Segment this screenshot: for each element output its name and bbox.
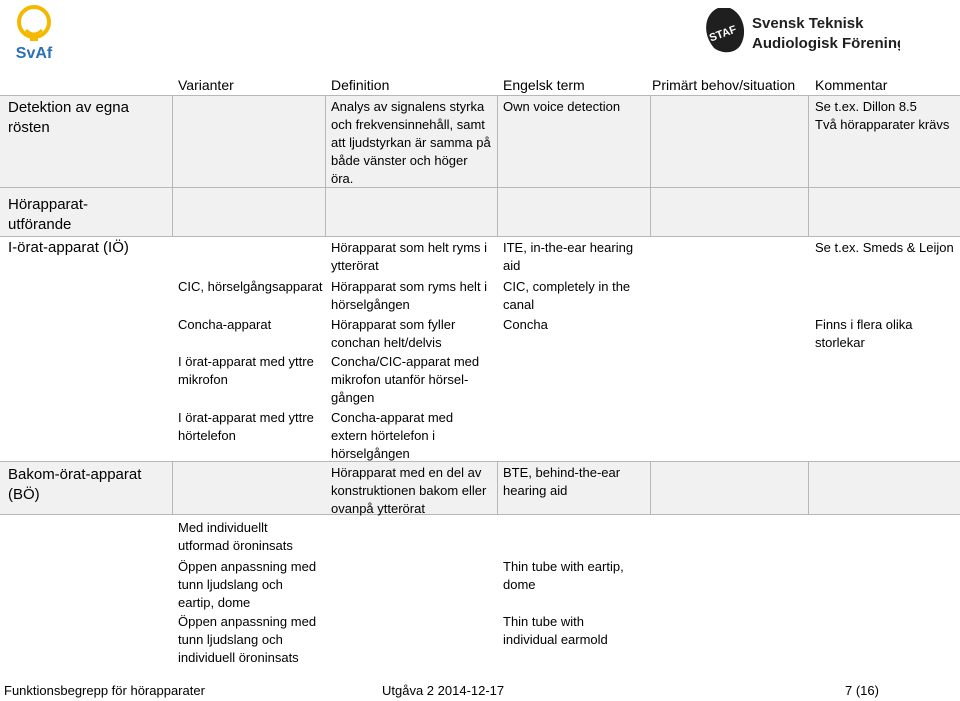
staf-title: Svensk Teknisk xyxy=(752,15,864,32)
english-oppen-dome: Thin tube with eartip, dome xyxy=(503,559,624,592)
category-detektion-line2: rösten xyxy=(8,119,50,136)
comment-detektion-line1: Se t.ex. Dillon 8.5 xyxy=(815,99,917,114)
col-separator xyxy=(497,96,498,187)
col-separator xyxy=(650,188,651,236)
category-bakom-orat-line2: (BÖ) xyxy=(8,486,40,503)
col-separator xyxy=(808,188,809,236)
definition-bakom-orat: Hörapparat med en del av konstruktionen bakom eller ovanpå ytterörat xyxy=(331,465,487,516)
col-header-varianter: Varianter xyxy=(178,77,234,93)
col-separator xyxy=(808,462,809,514)
svaf-logo xyxy=(4,2,64,64)
col-header-primart: Primärt behov/situation xyxy=(652,77,796,93)
english-i-orat: ITE, in-the-ear hearing aid xyxy=(503,240,634,273)
variant-oppen-dome: Öppen anpassning med tunn ljudslang och eartip, dome xyxy=(178,559,317,610)
col-separator xyxy=(172,462,173,514)
col-separator xyxy=(497,188,498,236)
col-separator xyxy=(325,96,326,187)
footer-edition: Utgåva 2 2014-12-17 xyxy=(382,683,505,698)
svaf-logo-text: SvAf xyxy=(15,45,53,62)
col-separator xyxy=(650,96,651,187)
definition-detektion: Analys av signalens styrka och frekvensinnehåll, samt att ljudstyrkan är samma på både vänster och höger öra. xyxy=(331,99,491,186)
definition-concha: Hörapparat som fyller conchan helt/delvis xyxy=(331,317,456,350)
col-separator xyxy=(325,188,326,236)
table-top-rule xyxy=(0,95,960,96)
comment-detektion-line2: Två hörapparater krävs xyxy=(815,117,950,132)
row-utforande-bg xyxy=(0,188,960,236)
category-bakom-orat-line1: Bakom-örat-apparat xyxy=(8,466,142,483)
col-separator xyxy=(650,462,651,514)
staf-subtitle: Audiologisk Förening xyxy=(752,35,900,52)
variant-oppen-individuell: Öppen anpassning med tunn ljudslang och individuell öroninsats xyxy=(178,614,317,665)
col-separator xyxy=(172,188,173,236)
english-concha: Concha xyxy=(503,317,548,332)
variant-individuell-oroninsats: Med individuellt utformad öroninsats xyxy=(178,520,293,553)
variant-yttre-mikrofon: I örat-apparat med yttre mikrofon xyxy=(178,354,314,387)
english-cic: CIC, completely in the canal xyxy=(503,279,631,312)
definition-cic: Hörapparat som ryms helt i hörselgången xyxy=(331,279,488,312)
category-utforande-line2: utförande xyxy=(8,216,72,233)
variant-cic: CIC, hörselgångsapparat xyxy=(178,279,323,294)
english-detektion: Own voice detection xyxy=(503,99,621,114)
col-separator xyxy=(808,96,809,187)
staf-badge-text: STAF xyxy=(707,23,739,45)
footer-title: Funktionsbegrepp för hörapparater xyxy=(4,683,205,698)
col-separator xyxy=(172,96,173,187)
col-separator xyxy=(497,462,498,514)
variant-yttre-hortelefon: I örat-apparat med yttre hörtelefon xyxy=(178,410,314,443)
category-utforande-line1: Hörapparat- xyxy=(8,196,89,213)
definition-i-orat: Hörapparat som helt ryms i ytterörat xyxy=(331,240,488,273)
variant-concha: Concha-apparat xyxy=(178,317,272,332)
english-bakom-orat: BTE, behind-the-ear hearing aid xyxy=(503,465,621,498)
comment-concha: Finns i flera olika storlekar xyxy=(815,317,913,350)
footer-page-number: 7 (16) xyxy=(845,683,879,698)
definition-yttre-mikrofon: Concha/CIC-apparat med mikrofon utanför hörsel-gången xyxy=(331,354,480,405)
row-separator xyxy=(0,236,960,237)
comment-i-orat: Se t.ex. Smeds & Leijon xyxy=(815,240,954,255)
definition-yttre-hortelefon: Concha-apparat med extern hörtelefon i hörselgången xyxy=(331,410,454,461)
category-i-orat: I-örat-apparat (IÖ) xyxy=(8,239,129,256)
staf-logo-graphic xyxy=(700,4,900,56)
col-header-engelsk: Engelsk term xyxy=(503,77,585,93)
english-oppen-individuell: Thin tube with individual earmold xyxy=(503,614,608,647)
col-header-kommentar: Kommentar xyxy=(815,77,888,93)
category-detektion-line1: Detektion av egna xyxy=(8,99,129,116)
staf-logo xyxy=(700,4,900,56)
col-header-definition: Definition xyxy=(331,77,390,93)
